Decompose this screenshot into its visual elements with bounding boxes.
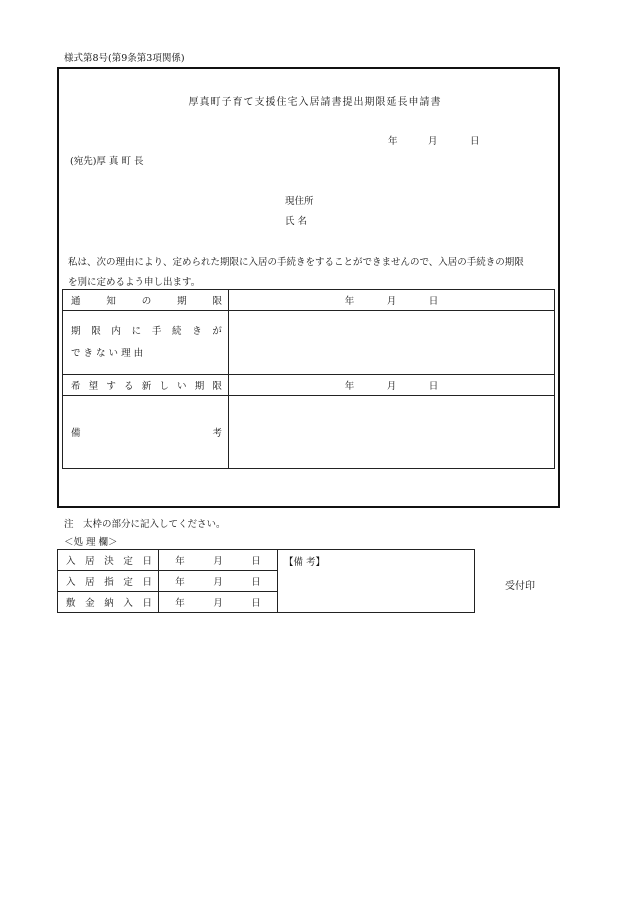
remarks-label: 備 考: [63, 396, 229, 469]
receipt-stamp: 受付印: [505, 581, 535, 592]
addressee: (宛先)厚 真 町 長: [70, 156, 144, 167]
table-row: [63, 311, 555, 375]
reason-field[interactable]: [229, 311, 555, 375]
deposit-payment-date-label: 敷 金 納 入 日: [58, 592, 159, 613]
processing-remarks-label: 【備 考】: [284, 557, 326, 568]
table-row: [63, 375, 555, 396]
processing-table: [57, 549, 475, 613]
processing-remarks[interactable]: [278, 550, 475, 613]
new-deadline-field[interactable]: 年 月 日: [229, 375, 555, 396]
name-label: 氏 名: [285, 216, 308, 227]
move-in-designated-date-field[interactable]: 年 月 日: [159, 571, 278, 592]
note: 注 太枠の部分に記入してください。: [64, 519, 226, 530]
statement-line-2: を別に定めるよう申し出ます。: [68, 277, 201, 288]
remarks-field[interactable]: [229, 396, 555, 469]
address-label: 現住所: [285, 196, 314, 207]
move-in-designated-date-label: 入 居 指 定 日: [58, 571, 159, 592]
day-label: 日: [470, 136, 480, 147]
notice-deadline-label: 通 知 の 期 限: [63, 290, 229, 311]
year-label: 年: [388, 136, 398, 147]
reason-label: 期 限 内 に 手 続 き が で き な い 理 由: [63, 311, 229, 375]
deposit-payment-date-field[interactable]: 年 月 日: [159, 592, 278, 613]
month-label: 月: [428, 136, 438, 147]
notice-deadline-field[interactable]: 年 月 日: [229, 290, 555, 311]
form-number: 様式第8号(第9条第3項関係): [64, 53, 185, 64]
table-row: [58, 550, 475, 571]
table-row: [63, 396, 555, 469]
move-in-decision-date-field[interactable]: 年 月 日: [159, 550, 278, 571]
new-deadline-label: 希 望 す る 新 し い 期 限: [63, 375, 229, 396]
application-table: [62, 289, 555, 469]
statement-line-1: 私は、次の理由により、定められた期限に入居の手続きをすることができませんので、入居の手続きの期限: [68, 257, 524, 268]
submission-date[interactable]: [388, 133, 480, 147]
document-title: 厚真町子育て支援住宅入居請書提出期限延長申請書: [188, 97, 442, 108]
move-in-decision-date-label: 入 居 決 定 日: [58, 550, 159, 571]
processing-heading: ＜処 理 欄＞: [64, 537, 118, 548]
table-row: [63, 290, 555, 311]
